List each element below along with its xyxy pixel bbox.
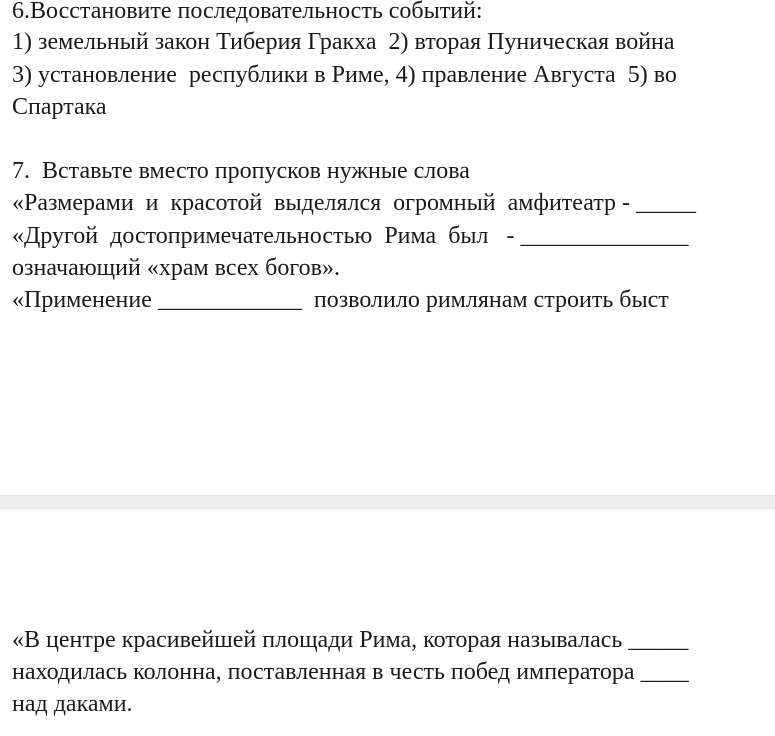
page2-line-2: находилась колонна, поставленная в честь побед императора ____ [12, 659, 689, 685]
task6-heading: 6.Восстановите последовательность событий: [12, 0, 483, 24]
task7-line-4: «Применение ____________ позволило римлянам строить быст [12, 287, 669, 313]
page2-line-3: над даками. [12, 691, 133, 717]
task6-line-3: Спартака [12, 94, 107, 120]
document-page-2 [0, 509, 775, 736]
task7-heading: 7. Вставьте вместо пропусков нужные слова [12, 158, 470, 184]
task7-line-1: «Размерами и красотой выделялся огромный амфитеатр - _____ [12, 190, 697, 216]
task7-line-2: «Другой достопримечательностью Рима был - ______________ [12, 223, 689, 249]
task7-line-3: означающий «храм всех богов». [12, 255, 340, 281]
task6-line-2: 3) установление республики в Риме, 4) правление Августа 5) во [12, 62, 677, 88]
task6-line-1: 1) земельный закон Тиберия Гракха 2) вторая Пуническая война [12, 29, 675, 55]
page-separator [0, 495, 775, 509]
page2-line-1: «В центре красивейшей площади Рима, которая называлась _____ [12, 627, 689, 653]
